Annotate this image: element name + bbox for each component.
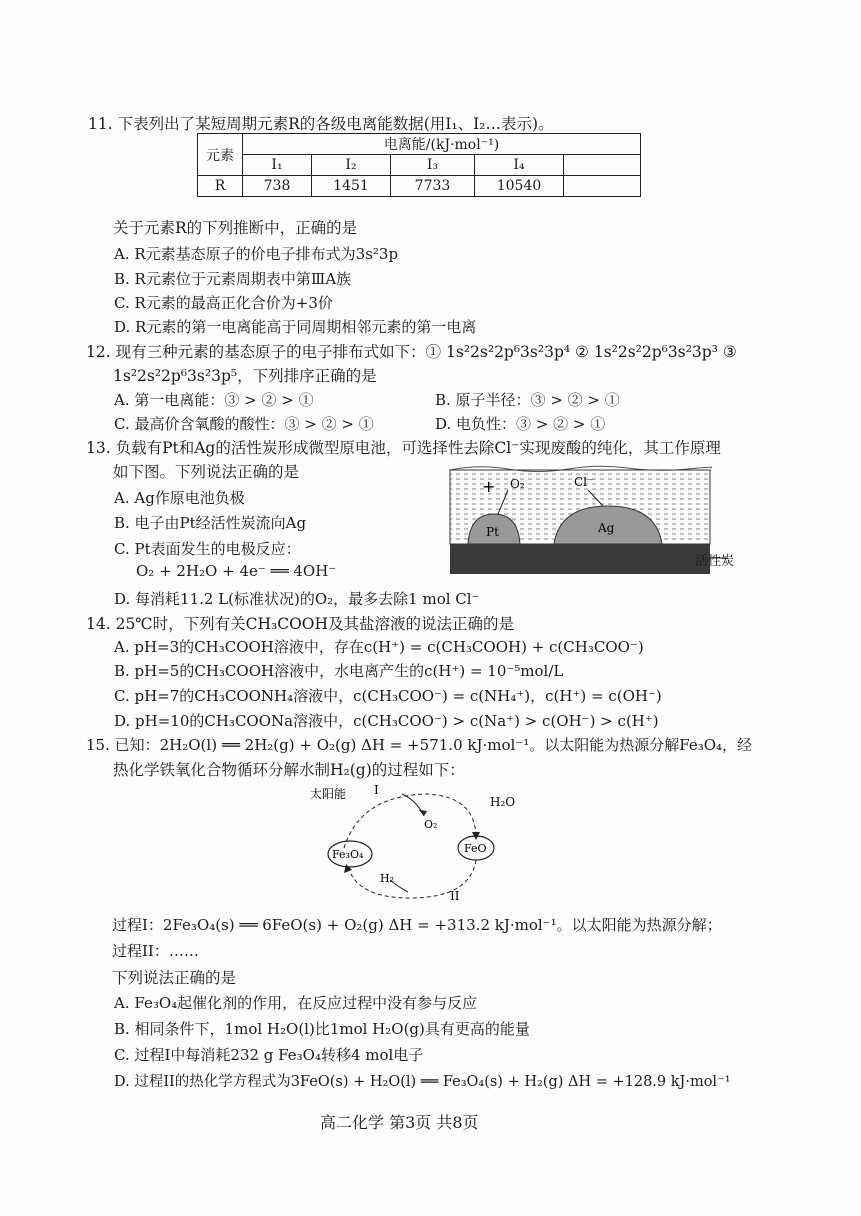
q11-stem: 11. 下表列出了某短周期元素R的各级电离能数据(用I₁、I₂…表示)。 [88,115,554,133]
table-col-i1: I₁ [243,155,312,176]
q13-option-c: C. Pt表面发生的电极反应： [114,540,301,558]
q13-option-c-equation: O₂ + 2H₂O + 4e⁻ ══ 4OH⁻ [136,562,337,580]
q11-lead: 关于元素R的下列推断中，正确的是 [113,219,358,237]
cycle-upper-arc [344,794,476,848]
cl-label: Cl⁻ [574,475,594,489]
q14-option-d: D. pH=10的CH₃COONa溶液中，c(CH₃COO⁻) > c(Na⁺) > c(OH⁻) > c(H⁺) [114,712,659,730]
o2-label: O₂ [510,477,525,491]
q11-option-b: B. R元素位于元素周期表中第ⅢA族 [114,270,352,288]
table-cell: 1451 [312,176,391,197]
q13-option-b: B. 电子由Pt经活性炭流向Ag [114,514,307,532]
solar-energy-label: 太阳能 [310,787,347,801]
q15-option-b: B. 相同条件下，1mol H₂O(l)比1mol H₂O(g)具有更高的能量 [114,1020,530,1038]
q13-stem-line2: 如下图。下列说法正确的是 [113,463,300,481]
q12-stem-line1: 12. 现有三种元素的基态原子的电子排布式如下：① 1s²2s²2p⁶3s²3p⁴ ② 1s²2s²2p⁶3s²3p³ ③ [86,343,737,361]
activated-carbon-label: 活性炭 [695,554,735,569]
q15-option-c: C. 过程I中每消耗232 g Fe₃O₄转移4 mol电子 [114,1046,424,1064]
q12-stem-line2: 1s²2s²2p⁶3s²3p⁵，下列排序正确的是 [113,367,377,385]
q13-stem-line1: 13. 负载有Pt和Ag的活性炭形成微型原电池，可选择性去除Cl⁻实现废酸的纯化，其工作原理 [86,439,721,457]
plus-sign: + [482,477,496,496]
q12-option-b: B. 原子半径：③ > ② > ① [435,391,620,409]
table-cell [564,176,641,197]
process-ii-label: II [450,889,460,903]
q15-lead: 下列说法正确的是 [112,969,237,987]
table-cell: 738 [243,176,312,197]
q11-option-d: D. R元素的第一电离能高于同周期相邻元素的第一电离 [114,318,477,336]
table-col-i4: I₄ [475,155,564,176]
table-header-element: 元素 [198,134,243,176]
q11-option-a: A. R元素基态原子的价电子排布式为3s²3p [114,245,399,263]
table-cell: 7733 [391,176,475,197]
q13-option-d: D. 每消耗11.2 L(标准状况)的O₂，最多去除1 mol Cl⁻ [114,590,480,608]
q13-option-a: A. Ag作原电池负极 [114,489,245,507]
fe3o4-arrowhead [344,864,352,873]
table-col-i2: I₂ [312,155,391,176]
q15-stem-line1: 15. 已知：2H₂O(l) ══ 2H₂(g) + O₂(g) ΔH = +571.0 kJ·mol⁻¹。以太阳能为热源分解Fe₃O₄，经 [86,736,753,754]
table-header-energy: 电离能/(kJ·mol⁻¹) [243,134,641,155]
q12-option-d: D. 电负性：③ > ② > ① [435,415,606,433]
table-row-label: R [198,176,243,197]
ag-label: Ag [598,521,615,535]
feo-label: FeO [464,842,487,855]
q15-option-a: A. Fe₃O₄起催化剂的作用，在反应过程中没有参与反应 [114,994,478,1012]
q15-process-i: 过程I：2Fe₃O₄(s) ══ 6FeO(s) + O₂(g) ΔH = +313.2 kJ·mol⁻¹。以太阳能为热源分解； [112,916,722,934]
fe3o4-label: Fe₃O₄ [332,848,364,861]
ionization-table [197,133,641,197]
q14-option-c: C. pH=7的CH₃COONH₄溶液中，c(CH₃COO⁻) = c(NH₄⁺)，c(H⁺) = c(OH⁻) [114,687,662,705]
activated-carbon-layer [450,544,710,574]
q14-option-b: B. pH=5的CH₃COOH溶液中，水电离产生的c(H⁺) = 10⁻⁵mol/L [114,662,564,680]
table-col-empty [564,155,641,176]
q15-option-d: D. 过程II的热化学方程式为3FeO(s) + H₂O(l) ══ Fe₃O₄(s) + H₂(g) ΔH = +128.9 kJ·mol⁻¹ [114,1074,731,1090]
page-footer: 高二化学 第3页 共8页 [320,1113,479,1132]
q15-process-ii: 过程II：…… [112,942,199,960]
table-col-i3: I₃ [391,155,475,176]
iron-oxide-cycle-figure [300,780,540,910]
q12-option-c: C. 最高价含氧酸的酸性：③ > ② > ① [114,415,374,433]
o2-product-label: O₂ [424,818,438,831]
process-i-label: I [374,783,379,797]
table-cell: 10540 [475,176,564,197]
h2o-label: H₂O [490,795,516,809]
o2-branch-arrow [402,794,424,816]
q12-option-a: A. 第一电离能：③ > ② > ① [114,391,314,409]
pt-label: Pt [486,525,499,539]
q15-stem-line2: 热化学铁氧化合物循环分解水制H₂(g)的过程如下： [113,761,465,779]
q11-option-c: C. R元素的最高正化合价为+3价 [114,294,333,312]
q14-stem: 14. 25℃时，下列有关CH₃COOH及其盐溶液的说法正确的是 [86,615,515,633]
q14-option-a: A. pH=3的CH₃COOH溶液中，存在c(H⁺) = c(CH₃COOH) + c(CH₃COO⁻) [114,638,644,656]
h2-product-label: H₂ [380,872,395,885]
